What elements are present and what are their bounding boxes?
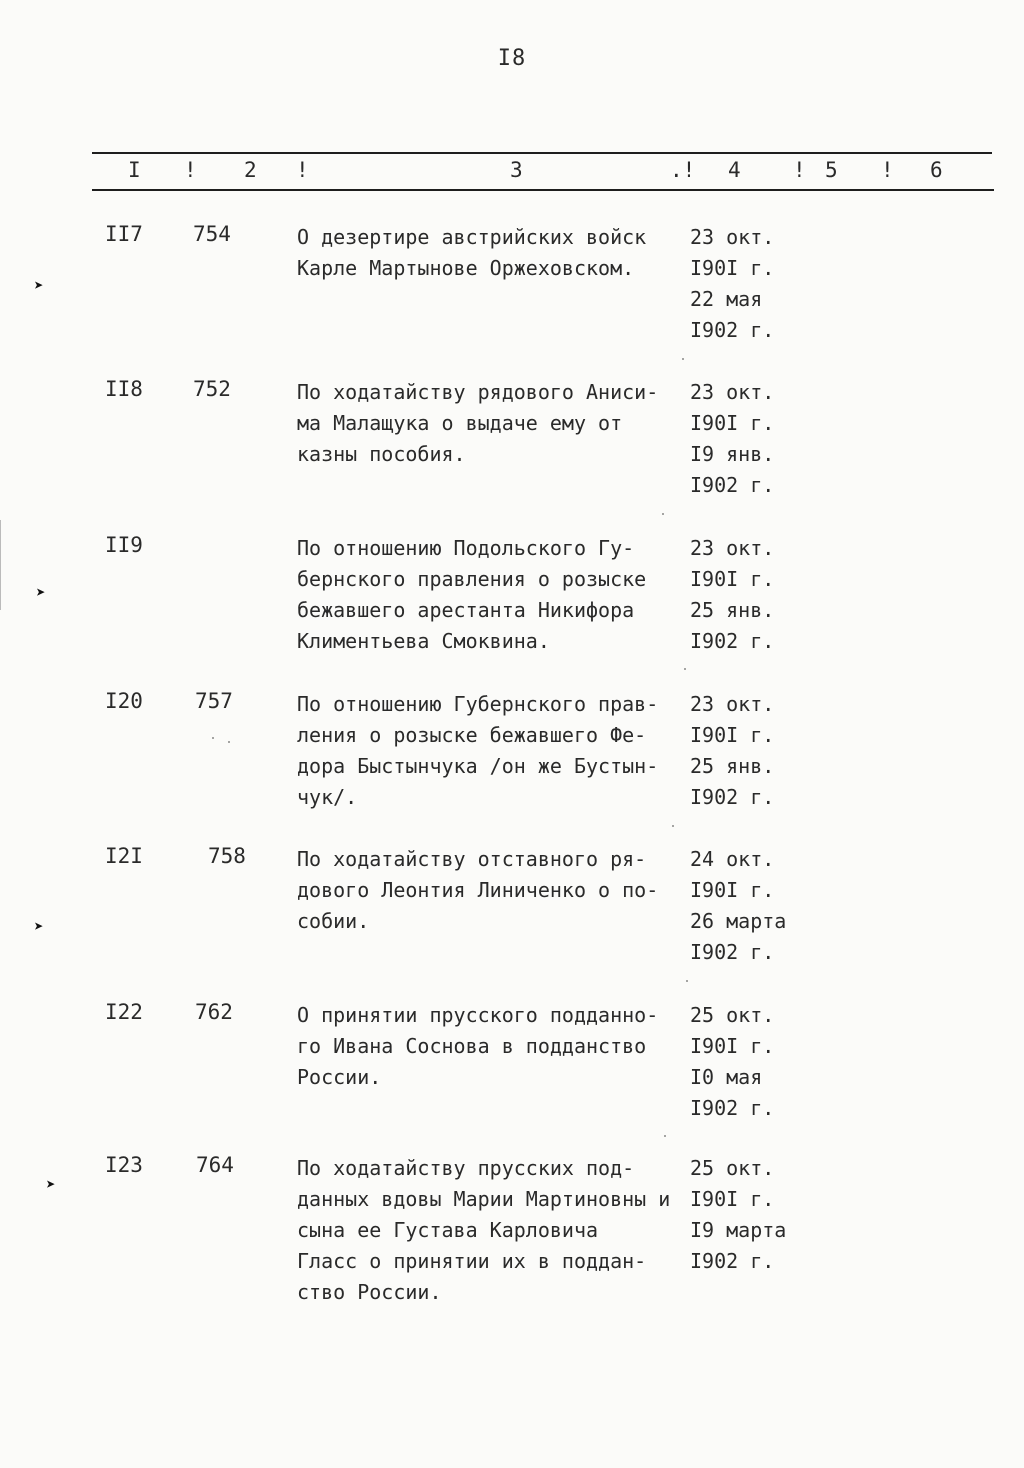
date-line: 25 окт.	[690, 1003, 775, 1027]
description-line: По отношению Подольского Гу-	[297, 536, 635, 560]
record-number: I22	[105, 1000, 143, 1024]
record-row	[0, 1153, 1024, 1333]
description-line: го Ивана Соснова в подданство	[297, 1034, 647, 1058]
description-line: России.	[297, 1065, 382, 1089]
record-dates	[690, 1153, 810, 1277]
record-number: II9	[105, 533, 143, 557]
record-fond: 752	[193, 377, 231, 401]
date-line: I902 г.	[690, 629, 775, 653]
column-header-5: 5	[825, 158, 838, 182]
scan-speck	[686, 980, 688, 982]
record-number: II7	[105, 222, 143, 246]
description-line: ство России.	[297, 1280, 442, 1304]
description-line: бежавшего арестанта Никифора	[297, 598, 635, 622]
date-line: I90I г.	[690, 878, 775, 902]
record-dates	[690, 844, 810, 968]
date-line: 23 окт.	[690, 225, 775, 249]
page-number: I8	[497, 46, 527, 71]
record-dates	[690, 1000, 810, 1124]
record-row	[0, 222, 1024, 372]
record-row	[0, 689, 1024, 839]
record-description	[297, 844, 689, 937]
record-row	[0, 533, 1024, 683]
table-top-rule	[92, 152, 992, 154]
description-line: По ходатайству отставного ря-	[297, 847, 647, 871]
record-number: I2I	[105, 844, 143, 868]
record-description	[297, 533, 689, 657]
date-line: I902 г.	[690, 1096, 775, 1120]
description-line: По ходатайству рядового Аниси-	[297, 380, 659, 404]
date-line: I902 г.	[690, 940, 775, 964]
date-line: I902 г.	[690, 785, 775, 809]
record-row	[0, 844, 1024, 994]
record-number: I23	[105, 1153, 143, 1177]
date-line: I90I г.	[690, 1187, 775, 1211]
column-separator: !	[296, 158, 309, 182]
date-line: 22 мая	[690, 287, 763, 311]
date-line: 25 янв.	[690, 598, 775, 622]
description-line: Климентьева Смоквина.	[297, 629, 550, 653]
description-line: данных вдовы Марии Мартиновны и	[297, 1187, 671, 1211]
description-line: казны пособия.	[297, 442, 466, 466]
description-line: Гласс о принятии их в поддан-	[297, 1249, 647, 1273]
scan-speck	[672, 825, 674, 827]
record-row	[0, 377, 1024, 527]
date-line: 23 окт.	[690, 380, 775, 404]
column-header-1: I	[128, 158, 141, 182]
record-number: I20	[105, 689, 143, 713]
record-dates	[690, 377, 810, 501]
description-line: ления о розыске бежавшего Фе-	[297, 723, 647, 747]
date-line: I0 мая	[690, 1065, 763, 1089]
binding-hole-mark-icon: ➤	[34, 917, 44, 936]
binding-hole-mark-icon: ➤	[46, 1175, 56, 1194]
scan-edge	[0, 520, 1, 610]
record-fond: 754	[193, 222, 231, 246]
scan-speck	[662, 513, 664, 515]
binding-hole-mark-icon: ➤	[34, 276, 44, 295]
record-description	[297, 377, 689, 470]
date-line: I90I г.	[690, 1034, 775, 1058]
record-dates	[690, 689, 810, 813]
date-line: 25 окт.	[690, 1156, 775, 1180]
date-line: I9 янв.	[690, 442, 775, 466]
column-header-3: 3	[510, 158, 523, 182]
binding-hole-mark-icon: ➤	[36, 583, 46, 602]
date-line: 23 окт.	[690, 692, 775, 716]
record-row	[0, 1000, 1024, 1150]
record-dates	[690, 222, 810, 346]
column-separator: !	[881, 158, 894, 182]
record-description	[297, 1153, 689, 1308]
date-line: I902 г.	[690, 473, 775, 497]
date-line: I90I г.	[690, 411, 775, 435]
date-line: 25 янв.	[690, 754, 775, 778]
record-dates	[690, 533, 810, 657]
description-line: О принятии прусского подданно-	[297, 1003, 659, 1027]
date-line: I902 г.	[690, 318, 775, 342]
table-header-rule	[92, 189, 994, 191]
description-line: По ходатайству прусских под-	[297, 1156, 635, 1180]
date-line: I90I г.	[690, 567, 775, 591]
scan-speck	[684, 668, 686, 670]
record-number: II8	[105, 377, 143, 401]
description-line: Карле Мартынове Оржеховском.	[297, 256, 635, 280]
date-line: 24 окт.	[690, 847, 775, 871]
scan-speck	[664, 1135, 666, 1137]
record-fond: 762	[195, 1000, 233, 1024]
date-line: I90I г.	[690, 723, 775, 747]
record-description	[297, 1000, 689, 1093]
description-line: О дезертире австрийских войск	[297, 225, 647, 249]
description-line: собии.	[297, 909, 370, 933]
record-fond: 758	[208, 844, 246, 868]
column-header-4: 4	[728, 158, 741, 182]
description-line: По отношению Губернского прав-	[297, 692, 659, 716]
record-description	[297, 222, 689, 284]
column-separator: !	[184, 158, 197, 182]
record-description	[297, 689, 689, 813]
scan-speck	[228, 741, 230, 743]
record-fond: 757	[195, 689, 233, 713]
description-line: дового Леонтия Линиченко о по-	[297, 878, 659, 902]
date-line: I9 марта	[690, 1218, 787, 1242]
date-line: I90I г.	[690, 256, 775, 280]
description-line: бернского правления о розыске	[297, 567, 647, 591]
description-line: дора Быстынчука /он же Бустын-	[297, 754, 659, 778]
scan-speck	[212, 737, 214, 739]
column-header-6: 6	[930, 158, 943, 182]
description-line: сына ее Густава Карловича	[297, 1218, 599, 1242]
date-line: I902 г.	[690, 1249, 775, 1273]
column-separator: .!	[670, 158, 696, 182]
date-line: 26 марта	[690, 909, 787, 933]
record-fond: 764	[196, 1153, 234, 1177]
column-separator: !	[793, 158, 806, 182]
date-line: 23 окт.	[690, 536, 775, 560]
scan-speck	[682, 358, 684, 360]
column-header-2: 2	[244, 158, 257, 182]
description-line: ма Малащука о выдаче ему от	[297, 411, 623, 435]
description-line: чук/.	[297, 785, 358, 809]
